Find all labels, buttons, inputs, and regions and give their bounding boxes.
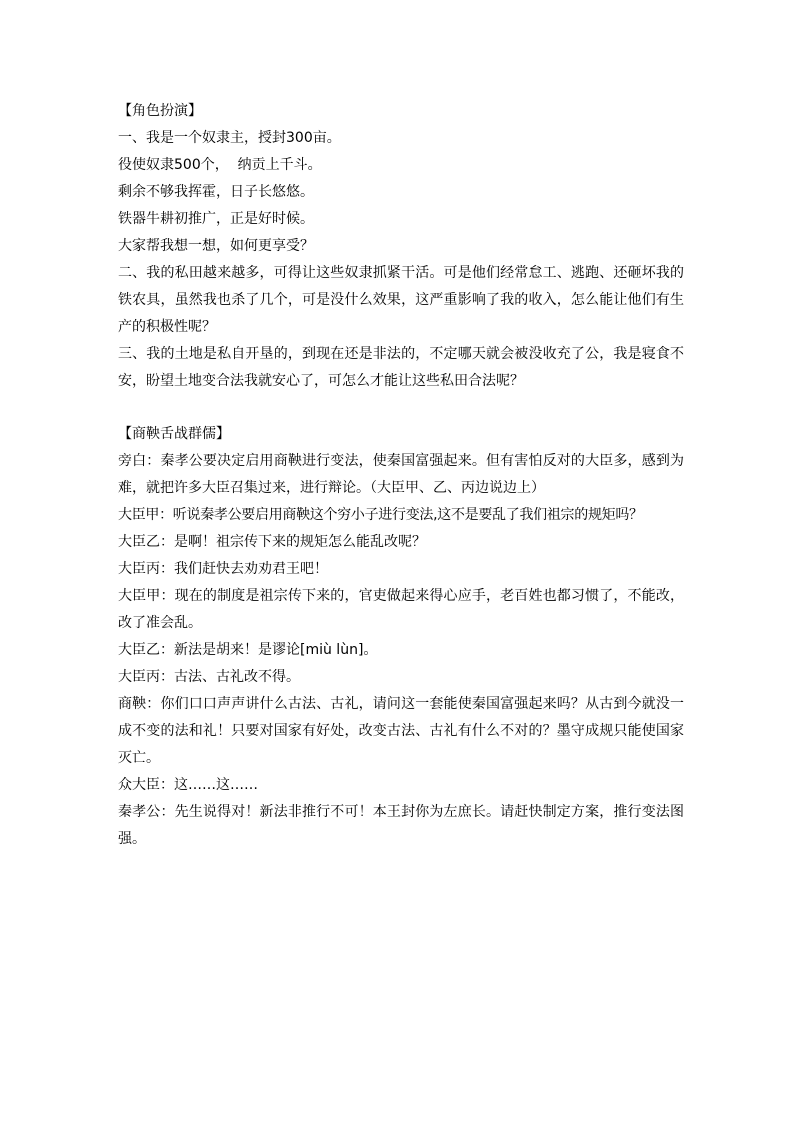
section-heading-debate: 【商鞅舌战群儒】 bbox=[118, 426, 230, 442]
document-page bbox=[118, 98, 684, 853]
paragraph: 一、我是一个奴隶主，授封300亩。 bbox=[118, 130, 341, 146]
section-role-play bbox=[118, 98, 684, 395]
dialogue-line: 大臣乙：是啊！祖宗传下来的规矩怎么能乱改呢？ bbox=[118, 534, 426, 550]
paragraph: 三、我的土地是私自开垦的，到现在还是非法的，不定哪天就会被没收充了公，我是寝食不安，盼望土地变合法我就安心了，可怎么才能让这些私田合法呢？ bbox=[118, 346, 684, 389]
paragraph: 二、我的私田越来越多，可得让这些奴隶抓紧干活。可是他们经常怠工、逃跑、还砸坏我的铁农具，虽然我也杀了几个，可是没什么效果，这严重影响了我的收入，怎么能让他们有生产的积极性呢？ bbox=[118, 265, 684, 335]
dialogue-line: 旁白：秦孝公要决定启用商鞅进行变法，使秦国富强起来。但有害怕反对的大臣多，感到为难，就把许多大臣召集过来，进行辩论。（大臣甲、乙、丙边说边上） bbox=[118, 453, 684, 496]
section-heading-role-play: 【角色扮演】 bbox=[118, 103, 202, 119]
dialogue-line: 商鞅：你们口口声声讲什么古法、古礼，请问这一套能使秦国富强起来吗？从古到今就没一成不变的法和礼！只要对国家有好处，改变古法、古礼有什么不对的？墨守成规只能使国家灭亡。 bbox=[118, 696, 684, 766]
paragraph: 役使奴隶500个， 纳贡上千斗。 bbox=[118, 157, 322, 173]
section-spacer bbox=[118, 395, 684, 421]
paragraph: 大家帮我想一想，如何更享受？ bbox=[118, 238, 314, 254]
dialogue-line: 秦孝公：先生说得对！新法非推行不可！本王封你为左庶长。请赶快制定方案，推行变法图强。 bbox=[118, 804, 684, 847]
paragraph: 剩余不够我挥霍，日子长悠悠。 bbox=[118, 184, 314, 200]
paragraph: 铁器牛耕初推广，正是好时候。 bbox=[118, 211, 314, 227]
section-debate bbox=[118, 421, 684, 853]
dialogue-line: 大臣丙：古法、古礼改不得。 bbox=[118, 669, 300, 685]
dialogue-line: 大臣丙：我们赶快去劝劝君王吧！ bbox=[118, 561, 328, 577]
dialogue-line: 大臣乙：新法是胡来！是谬论[miù lùn]。 bbox=[118, 642, 378, 658]
dialogue-line: 大臣甲：现在的制度是祖宗传下来的，官吏做起来得心应手，老百姓也都习惯了，不能改，改了准会乱。 bbox=[118, 588, 684, 631]
dialogue-line: 众大臣：这……这…… bbox=[118, 777, 258, 793]
dialogue-line: 大臣甲：听说秦孝公要启用商鞅这个穷小子进行变法,这不是要乱了我们祖宗的规矩吗？ bbox=[118, 507, 643, 523]
